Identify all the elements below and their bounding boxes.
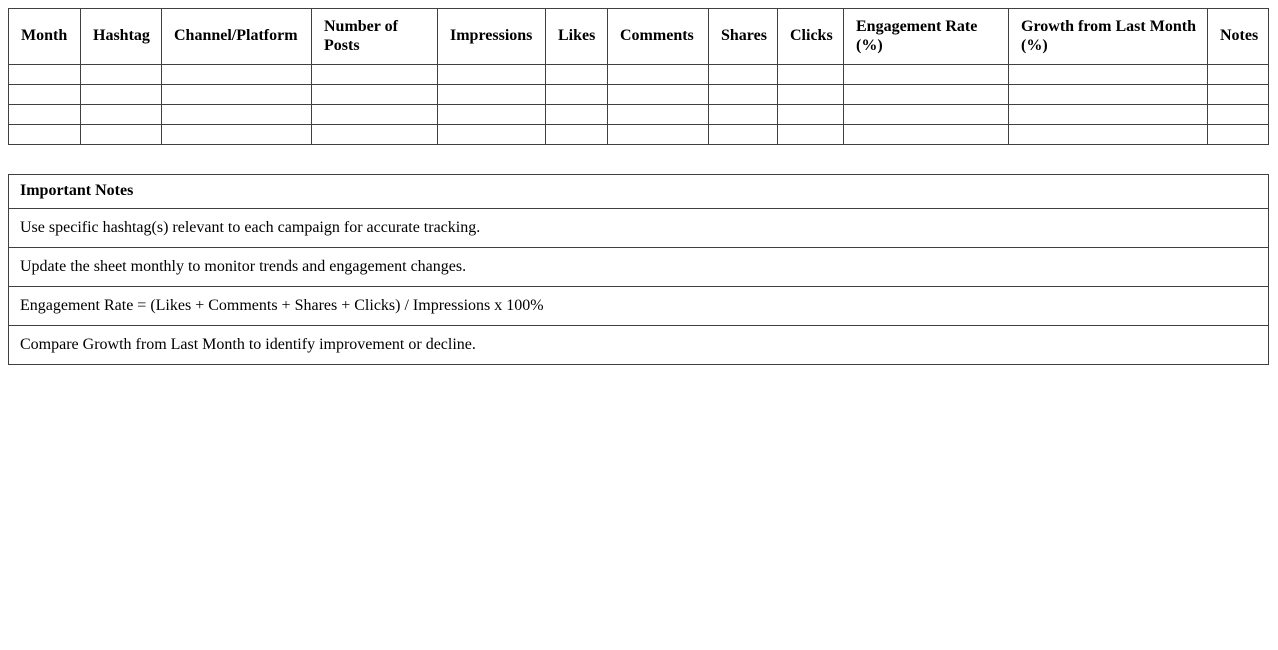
empty-cell[interactable] — [81, 65, 162, 85]
empty-cell[interactable] — [162, 65, 312, 85]
empty-cell[interactable] — [546, 105, 608, 125]
empty-cell[interactable] — [81, 105, 162, 125]
empty-cell[interactable] — [438, 85, 546, 105]
col-header-channel-platform: Channel/Platform — [162, 9, 312, 65]
col-header-hashtag: Hashtag — [81, 9, 162, 65]
tracker-empty-row — [9, 125, 1269, 145]
note-item-update-monthly: Update the sheet monthly to monitor trends and engagement changes. — [9, 248, 1269, 287]
note-row — [9, 209, 1269, 248]
empty-cell[interactable] — [608, 85, 709, 105]
col-header-comments: Comments — [608, 9, 709, 65]
empty-cell[interactable] — [844, 85, 1009, 105]
tracker-empty-row — [9, 85, 1269, 105]
empty-cell[interactable] — [438, 105, 546, 125]
empty-cell[interactable] — [709, 105, 778, 125]
empty-cell[interactable] — [1208, 125, 1269, 145]
empty-cell[interactable] — [9, 125, 81, 145]
tracker-empty-row — [9, 105, 1269, 125]
empty-cell[interactable] — [162, 105, 312, 125]
empty-cell[interactable] — [608, 65, 709, 85]
note-item-hashtag-tracking: Use specific hashtag(s) relevant to each campaign for accurate tracking. — [9, 209, 1269, 248]
empty-cell[interactable] — [709, 85, 778, 105]
empty-cell[interactable] — [9, 85, 81, 105]
col-header-month: Month — [9, 9, 81, 65]
empty-cell[interactable] — [844, 105, 1009, 125]
col-header-clicks: Clicks — [778, 9, 844, 65]
col-header-number-of-posts: Number of Posts — [312, 9, 438, 65]
empty-cell[interactable] — [608, 125, 709, 145]
empty-cell[interactable] — [312, 125, 438, 145]
col-header-engagement-rate: Engagement Rate (%) — [844, 9, 1009, 65]
empty-cell[interactable] — [844, 125, 1009, 145]
tracker-empty-row — [9, 65, 1269, 85]
note-row — [9, 248, 1269, 287]
note-row — [9, 326, 1269, 365]
empty-cell[interactable] — [81, 85, 162, 105]
tracker-header-row — [9, 9, 1269, 65]
empty-cell[interactable] — [1009, 125, 1208, 145]
col-header-growth-from-last-month: Growth from Last Month (%) — [1009, 9, 1208, 65]
empty-cell[interactable] — [546, 85, 608, 105]
hashtag-tracker-table — [8, 8, 1269, 145]
col-header-impressions: Impressions — [438, 9, 546, 65]
empty-cell[interactable] — [162, 85, 312, 105]
empty-cell[interactable] — [162, 125, 312, 145]
empty-cell[interactable] — [312, 105, 438, 125]
empty-cell[interactable] — [9, 105, 81, 125]
note-item-engagement-formula: Engagement Rate = (Likes + Comments + Shares + Clicks) / Impressions x 100% — [9, 287, 1269, 326]
notes-header-row — [9, 175, 1269, 209]
empty-cell[interactable] — [1009, 85, 1208, 105]
note-item-compare-growth: Compare Growth from Last Month to identify improvement or decline. — [9, 326, 1269, 365]
empty-cell[interactable] — [81, 125, 162, 145]
empty-cell[interactable] — [438, 65, 546, 85]
empty-cell[interactable] — [1208, 85, 1269, 105]
empty-cell[interactable] — [778, 85, 844, 105]
col-header-shares: Shares — [709, 9, 778, 65]
empty-cell[interactable] — [1208, 65, 1269, 85]
empty-cell[interactable] — [608, 105, 709, 125]
empty-cell[interactable] — [9, 65, 81, 85]
empty-cell[interactable] — [778, 105, 844, 125]
col-header-likes: Likes — [546, 9, 608, 65]
empty-cell[interactable] — [1009, 65, 1208, 85]
col-header-notes: Notes — [1208, 9, 1269, 65]
notes-header: Important Notes — [9, 175, 1269, 209]
empty-cell[interactable] — [778, 65, 844, 85]
empty-cell[interactable] — [844, 65, 1009, 85]
important-notes-table — [8, 174, 1269, 365]
empty-cell[interactable] — [312, 65, 438, 85]
empty-cell[interactable] — [546, 65, 608, 85]
empty-cell[interactable] — [1009, 105, 1208, 125]
empty-cell[interactable] — [438, 125, 546, 145]
empty-cell[interactable] — [312, 85, 438, 105]
empty-cell[interactable] — [546, 125, 608, 145]
note-row — [9, 287, 1269, 326]
empty-cell[interactable] — [1208, 105, 1269, 125]
empty-cell[interactable] — [709, 65, 778, 85]
empty-cell[interactable] — [778, 125, 844, 145]
empty-cell[interactable] — [709, 125, 778, 145]
